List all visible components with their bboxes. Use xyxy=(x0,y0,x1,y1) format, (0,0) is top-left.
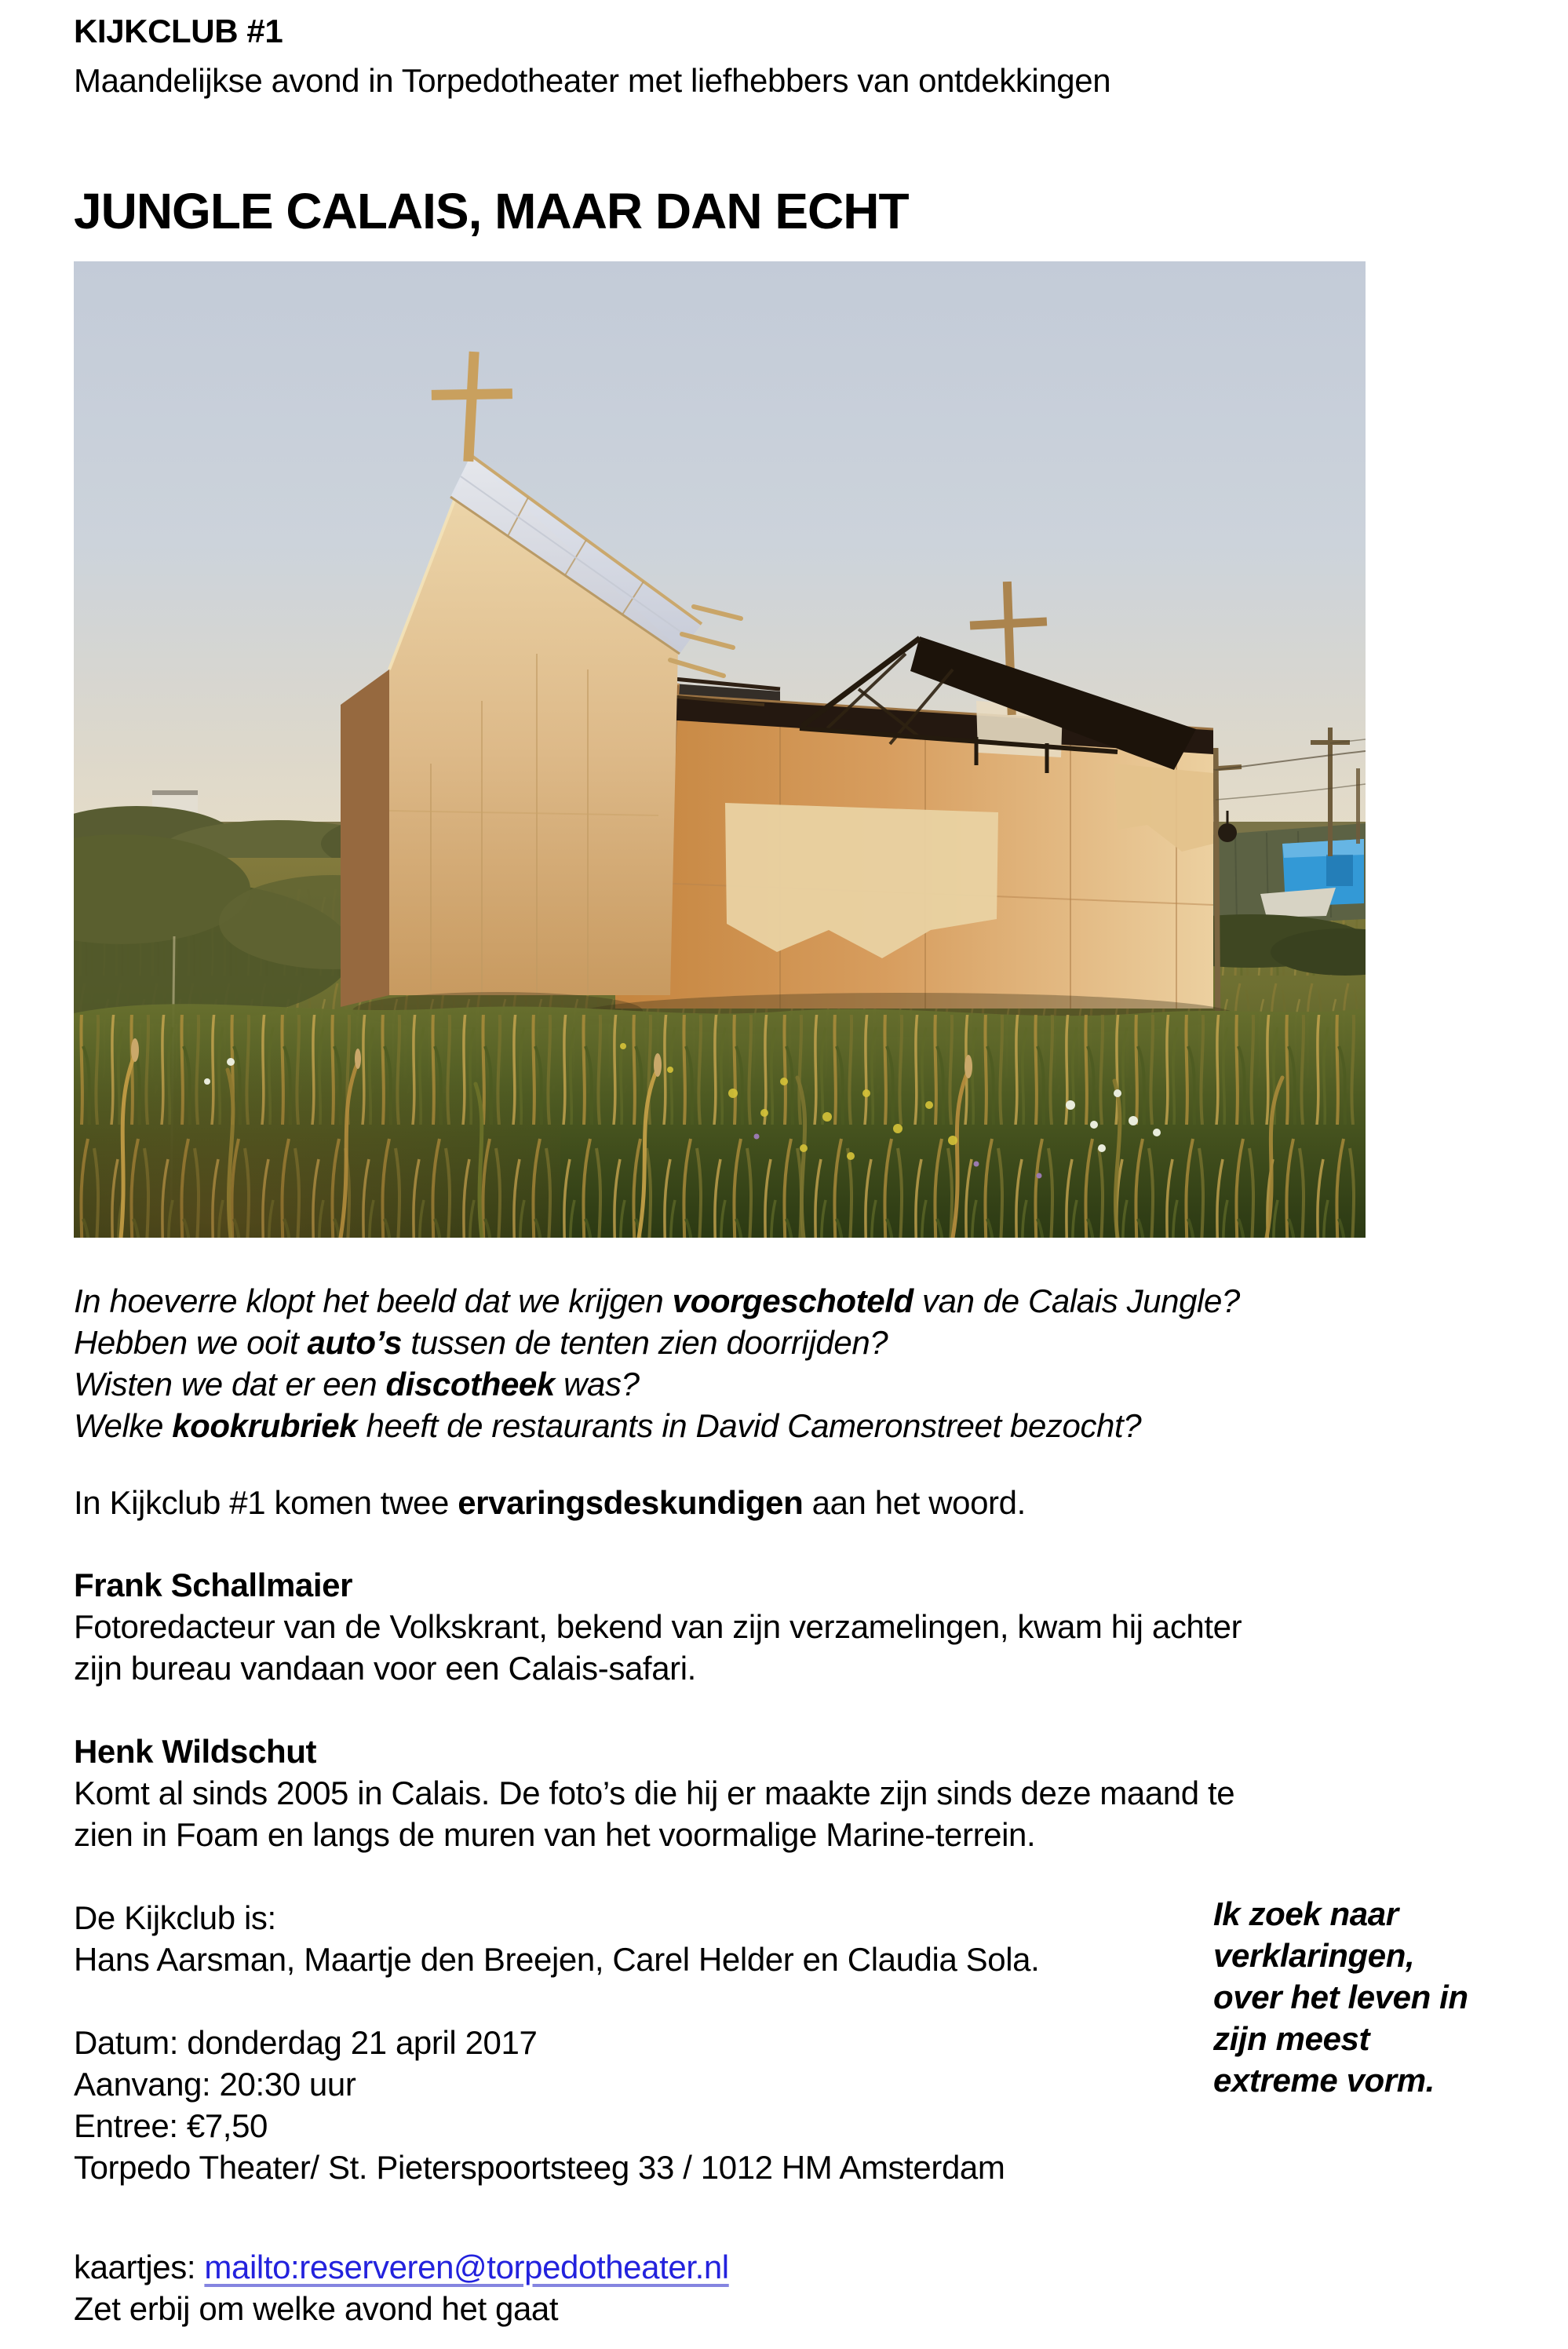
detail-time: Aanvang: 20:30 uur xyxy=(74,2066,356,2103)
intro-line: In hoeverre klopt het beeld dat we krijgen voorgeschoteld van de Calais Jungle? xyxy=(74,1282,1240,1319)
quote-line: zijn meest xyxy=(1213,2020,1370,2057)
tickets-note: Zet erbij om welke avond het gaat xyxy=(74,2290,559,2327)
quote-line: extreme vorm. xyxy=(1213,2062,1435,2099)
club-line: Hans Aarsman, Maartje den Breejen, Carel Helder en Claudia Sola. xyxy=(74,1941,1040,1978)
detail-venue: Torpedo Theater/ St. Pieterspoortsteeg 33 / 1012 HM Amsterdam xyxy=(74,2149,1005,2186)
church-photo-graphic xyxy=(74,261,1366,1238)
club-line: De Kijkclub is: xyxy=(74,1899,276,1936)
tickets-section xyxy=(74,2246,729,2329)
event-details xyxy=(74,2022,1005,2188)
tickets-email-link[interactable]: mailto:reserveren@torpedotheater.nl xyxy=(204,2249,729,2285)
kicker: KIJKCLUB #1 xyxy=(74,13,283,49)
speaker-name: Henk Wildschut xyxy=(74,1733,317,1770)
kijkclub-summary-line: In Kijkclub #1 komen twee ervaringsdeskundigen aan het woord. xyxy=(74,1484,1026,1521)
event-title: JUNGLE CALAIS, MAAR DAN ECHT xyxy=(74,183,909,239)
speaker-bio-line: zien in Foam en langs de muren van het voormalige Marine-terrein. xyxy=(74,1816,1036,1853)
tickets-line xyxy=(74,2246,729,2288)
calais-jungle-church-photo xyxy=(74,261,1366,1238)
quote-line: Ik zoek naar xyxy=(1213,1895,1398,1932)
quote-line: verklaringen, xyxy=(1213,1937,1415,1974)
intro-line: Hebben we ooit auto’s tussen de tenten zien doorrijden? xyxy=(74,1324,888,1361)
intro-line: Welke kookrubriek heeft de restaurants in David Cameronstreet bezocht? xyxy=(74,1407,1142,1444)
foreground-grass xyxy=(74,992,1366,1238)
speaker-block-frank xyxy=(74,1564,1242,1689)
speaker-block-henk xyxy=(74,1731,1234,1855)
kijkclub-members xyxy=(74,1897,1039,1980)
speaker-bio-line: Komt al sinds 2005 in Calais. De foto’s die hij er maakte zijn sinds deze maand te xyxy=(74,1775,1235,1811)
speaker-bio-line: Fotoredacteur van de Volkskrant, bekend van zijn verzamelingen, kwam hij achter xyxy=(74,1608,1242,1645)
speaker-bio-line: zijn bureau vandaan voor een Calais-safari. xyxy=(74,1650,696,1687)
speaker-name: Frank Schallmaier xyxy=(74,1567,353,1603)
intro-paragraph xyxy=(74,1280,1240,1446)
detail-price: Entree: €7,50 xyxy=(74,2107,268,2144)
quote-line: over het leven in xyxy=(1213,1979,1468,2015)
pull-quote xyxy=(1213,1893,1468,2101)
intro-line: Wisten we dat er een discotheek was? xyxy=(74,1366,640,1402)
tickets-label: kaartjes: xyxy=(74,2249,205,2285)
kicker-subtitle: Maandelijkse avond in Torpedotheater met liefhebbers van ontdekkingen xyxy=(74,62,1111,99)
detail-date: Datum: donderdag 21 april 2017 xyxy=(74,2024,538,2061)
